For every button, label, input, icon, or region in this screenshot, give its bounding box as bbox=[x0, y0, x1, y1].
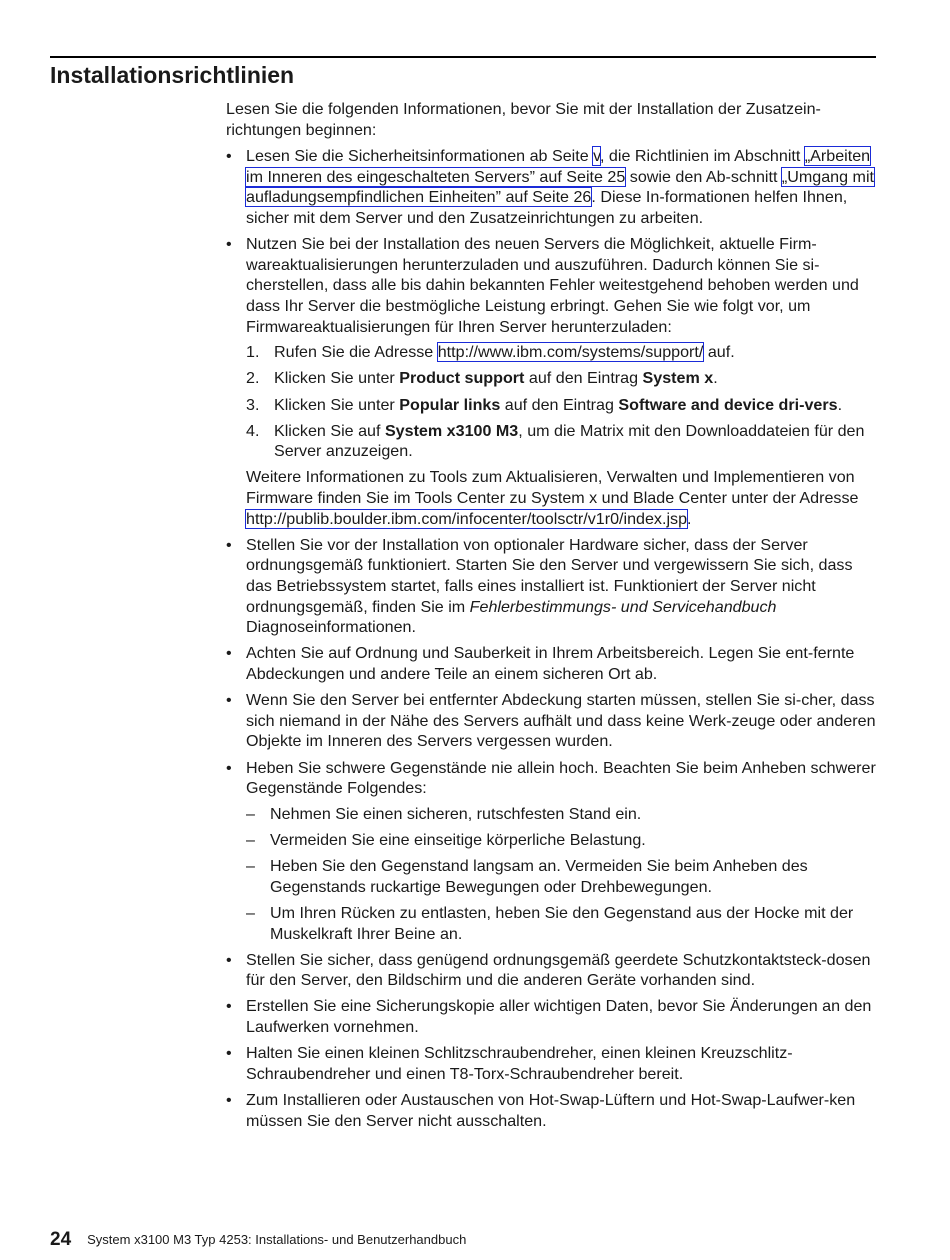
bullet-marker: • bbox=[226, 1044, 232, 1063]
bullet-marker: • bbox=[226, 950, 232, 969]
dash-item: – Nehmen Sie einen sicheren, rutschfesten Stand ein. bbox=[246, 804, 642, 823]
lifting-list bbox=[246, 804, 878, 944]
bullet-marker: • bbox=[226, 147, 232, 166]
tools-center-note: Weitere Informationen zu Tools zum Aktualisieren, Verwalten und Implementieren von Firmware finden Sie im Tools Center zu System x und Blade Center unter der Adresse http://publib.boulder.ibm.com/infocenter/toolsctr/v1r0/index.jsp. bbox=[246, 468, 859, 528]
page-title: Installationsrichtlinien bbox=[50, 62, 295, 88]
bullet-marker: • bbox=[226, 644, 232, 663]
intro-paragraph: Lesen Sie die folgenden Informationen, bevor Sie mit der Installation der Zusatzein-richtungen beginnen: bbox=[226, 100, 821, 139]
page-v-link[interactable]: v bbox=[593, 147, 600, 166]
list-item: • Heben Sie schwere Gegenstände nie allein hoch. Beachten Sie beim Anheben schwerer Gegenstände Folgendes: – Nehmen Sie einen sicheren, rutschfesten Stand ein. – Vermeiden Sie eine einseitige körperliche Belastung. – Heben Sie den Gegenstand langsam an. Vermeiden Sie beim Anheben des Gegenstands ruckartige Bewegungen oder Drehbewegungen. – Um Ihren Rücken zu entlasten, heben Sie den Gegenstand aus der Hocke mit der Muskelkraft Ihrer Beine an. bbox=[226, 758, 878, 945]
list-item: • Zum Installieren oder Austauschen von Hot-Swap-Lüftern und Hot-Swap-Laufwer-ken müssen Sie den Server nicht ausschalten. bbox=[226, 1091, 856, 1130]
list-item: • Erstellen Sie eine Sicherungskopie aller wichtigen Daten, bevor Sie Änderungen an den Laufwerken vornehmen. bbox=[226, 997, 872, 1037]
bullet-marker: • bbox=[226, 997, 232, 1016]
bullet-marker: • bbox=[226, 535, 232, 554]
bullet-marker: • bbox=[226, 235, 232, 254]
bullet-marker: • bbox=[226, 691, 232, 710]
step-item: 4. Klicken Sie auf System x3100 M3, um die Matrix mit den Downloaddateien für den Server anzuzeigen. bbox=[246, 421, 865, 461]
guideline-list bbox=[226, 146, 878, 1131]
servers-interior-link[interactable]: „Arbeiten im Inneren des eingeschalteten Servers” auf Seite 25 bbox=[246, 147, 871, 186]
list-item: • Nutzen Sie bei der Installation des neuen Servers die Möglichkeit, aktuelle Firm-wareaktualisierungen herunterzuladen und auszuführen. Dadurch können Sie si-cherstellen, dass alle bis dahin bekannten Fehler weitestgehend behoben werden und dass Ihr Server die bestmögliche Leistung erbringt. Gehen Sie wie folgt vor, um Firmwareaktualisierungen für Ihren Server herunterzuladen: 1. Rufen Sie die Adresse http://www.ibm.com/systems/support/ auf. 2. Klicken Sie unter Product support auf den Eintrag System x. 3. Klicken Sie unter Popular links auf den Eintrag Software and device dri-vers. 4. Klicken Sie auf System x3100 M3, um die Matrix mit den Downloaddateien für den Server anzuzeigen. Weitere Informationen zu Tools zum Aktualisieren, Verwalten und Implementieren von Firmware finden Sie im Tools Center zu System x und Blade Center unter der Adresse http://publib.boulder.ibm.com/infocenter/toolsctr/v1r0/index.jsp. bbox=[226, 234, 878, 529]
step-item: 3. Klicken Sie unter Popular links auf den Eintrag Software and device dri-vers. bbox=[246, 395, 843, 414]
footer-title: System x3100 M3 Typ 4253: Installations- und Benutzerhandbuch bbox=[87, 1232, 467, 1247]
step-item: 1. Rufen Sie die Adresse http://www.ibm.com/systems/support/ auf. bbox=[246, 343, 735, 362]
bullet-marker: • bbox=[226, 1091, 232, 1110]
list-item: • Halten Sie einen kleinen Schlitzschraubendreher, einen kleinen Kreuzschlitz-Schraubendreher und einen T8-Torx-Schraubendreher bereit. bbox=[226, 1044, 793, 1083]
tools-center-link[interactable]: http://publib.boulder.ibm.com/infocenter/toolsctr/v1r0/index.jsp bbox=[246, 509, 688, 528]
list-item: • Lesen Sie die Sicherheitsinformationen ab Seite v, die Richtlinien im Abschnitt „Arbeiten im Inneren des eingeschalteten Servers” auf Seite 25 sowie den Ab-schnitt „Umgang mit aufladungsempfindlichen Einheiten” auf Seite 26. Diese In-formationen helfen Ihnen, sicher mit dem Server und den Zusatzeinrichtungen zu arbeiten. bbox=[226, 147, 875, 227]
firmware-steps bbox=[246, 342, 878, 462]
step-item: 2. Klicken Sie unter Product support auf den Eintrag System x. bbox=[246, 369, 718, 388]
list-item: • Stellen Sie sicher, dass genügend ordnungsgemäß geerdete Schutzkontaktsteck-dosen für den Server, den Bildschirm und die anderen Geräte vorhanden sind. bbox=[226, 950, 871, 990]
top-rule bbox=[50, 56, 876, 58]
page-footer bbox=[50, 1230, 466, 1250]
bullet-marker: • bbox=[226, 758, 232, 777]
esd-devices-link[interactable]: „Umgang mit aufladungsempfindlichen Einheiten” auf Seite 26 bbox=[246, 167, 875, 207]
list-item: • Stellen Sie vor der Installation von optionaler Hardware sicher, dass der Server ordnungsgemäß funktioniert. Starten Sie den Server und vergewissern Sie sich, dass das Betriebssystem startet, falls eines installiert ist. Funktioniert der Server nicht ordnungsgemäß, finden Sie im Fehlerbestimmungs- und Servicehandbuch Diagnoseinformationen. bbox=[226, 535, 853, 637]
page-number: 24 bbox=[50, 1229, 72, 1250]
main-content bbox=[226, 99, 878, 1137]
list-item: • Achten Sie auf Ordnung und Sauberkeit in Ihrem Arbeitsbereich. Legen Sie ent-fernte Abdeckungen und andere Teile an einem sicheren Ort ab. bbox=[226, 644, 855, 683]
dash-item: – Vermeiden Sie eine einseitige körperliche Belastung. bbox=[246, 830, 646, 849]
dash-item: – Um Ihren Rücken zu entlasten, heben Sie den Gegenstand aus der Hocke mit der Muskelkraft Ihrer Beine an. bbox=[246, 903, 854, 943]
list-item: • Wenn Sie den Server bei entfernter Abdeckung starten müssen, stellen Sie si-cher, dass sich niemand in der Nähe des Servers aufhält und dass keine Werk-zeuge oder anderen Objekte im Inneren des Servers vergessen wurden. bbox=[226, 691, 876, 751]
ibm-support-link[interactable]: http://www.ibm.com/systems/support/ bbox=[437, 343, 704, 362]
dash-item: – Heben Sie den Gegenstand langsam an. Vermeiden Sie beim Anheben des Gegenstands ruckartige Bewegungen oder Drehbewegungen. bbox=[246, 857, 808, 896]
